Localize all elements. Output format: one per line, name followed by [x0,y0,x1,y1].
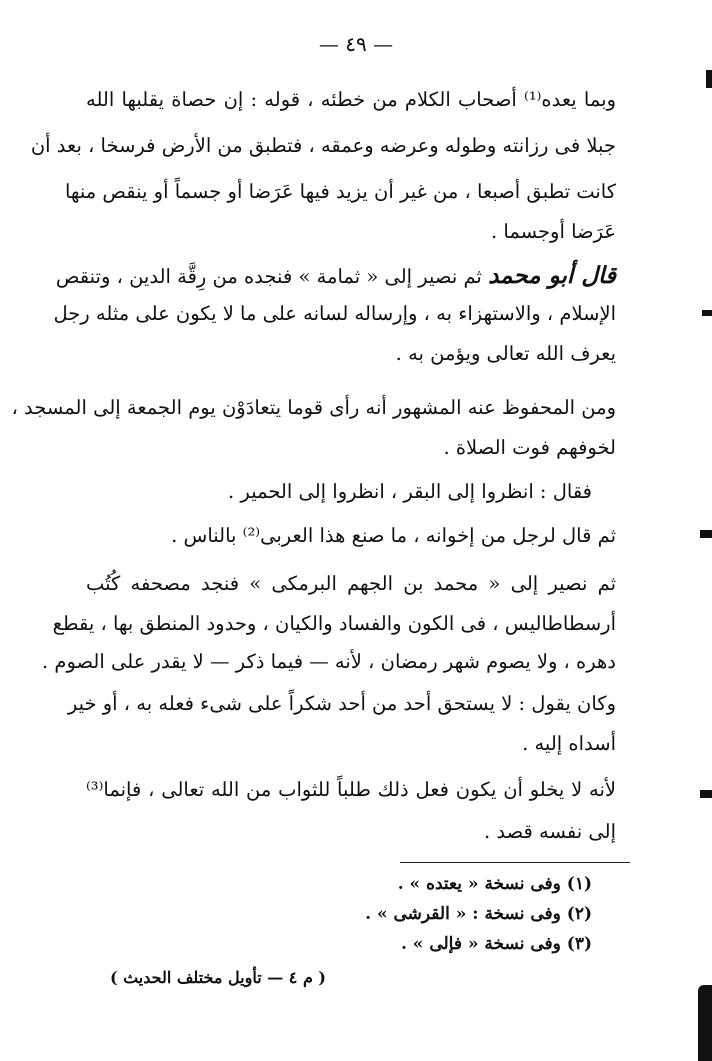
text-line: فقال : انظروا إلى البقر ، انظروا إلى الحمير . [228,480,592,503]
footnote: (٣) وفى نسخة « فإلى » . [400,934,592,954]
text-line: لأنه لا يخلو أن يكون فعل ذلك طلباً للثواب من الله تعالى ، فإنما⁽³⁾ [86,778,616,801]
text-line: دهره ، ولا يصوم شهر رمضان ، لأنه — فيما ذكر — لا يقدر على الصوم . [41,650,616,673]
scan-edge-mark [698,985,712,1061]
text-line: لخوفهم فوت الصلاة . [443,436,616,459]
footnote-divider [400,862,630,863]
scan-edge-mark [700,530,712,538]
text-line-with-heading [55,262,616,290]
text-line: إلى نفسه قصد . [483,820,616,843]
text-line: جبلا فى رزانته وطوله وعرضه وعمقه ، فتطبق من الأرض فرسخا ، بعد أن [30,134,616,157]
text-line: عَرَضا أوجسما . [491,220,616,243]
page-number: — ٤٩ — [318,32,394,56]
text-line: ثم قال لرجل من إخوانه ، ما صنع هذا العربى⁽²⁾ بالناس . [171,524,616,547]
scan-edge-mark [706,70,712,88]
footnote: (٢) وفى نسخة : « القرشى » . [365,904,592,924]
text-line: وبما يعده⁽¹⁾ أصحاب الكلام من خطئه ، قوله : إن حصاة يقلبها الله [86,88,616,111]
footnote: (١) وفى نسخة « يعتده » . [397,874,592,894]
text-line: يعرف الله تعالى ويؤمن به . [395,342,616,365]
scan-edge-mark [702,310,712,316]
text-line: ومن المحفوظ عنه المشهور أنه رأى قوما يتعادَوْن يوم الجمعة إلى المسجد ، [11,396,616,419]
text-line: أرسطاطاليس ، فى الكون والفساد والكيان ، وحدود المنطق بها ، يقطع [52,612,616,635]
text-run: ثم نصير إلى « ثمامة » فنجده من رِقَّة الدين ، وتنقص [55,265,482,288]
text-line: وكان يقول : لا يستحق أحد من أحد شكراً على شىء فعله به ، أو خير [67,692,616,715]
scan-edge-mark [700,790,712,798]
text-line: ثم نصير إلى « محمد بن الجهم البرمكى » فنجد مصحفه كُتُب [86,572,616,595]
book-signature: ( م ٤ — تأويل مختلف الحديث ) [109,968,326,987]
section-heading: قال أبو محمد [488,262,616,289]
text-line: الإسلام ، والاستهزاء به ، وإرساله لسانه على ما لا يكون على مثله رجل [53,302,616,325]
text-line: أسداه إليه . [522,732,616,755]
text-line: كانت تطبق أصبعا ، من غير أن يزيد فيها عَرَضا أو جسماً أو ينقص منها [64,180,616,203]
